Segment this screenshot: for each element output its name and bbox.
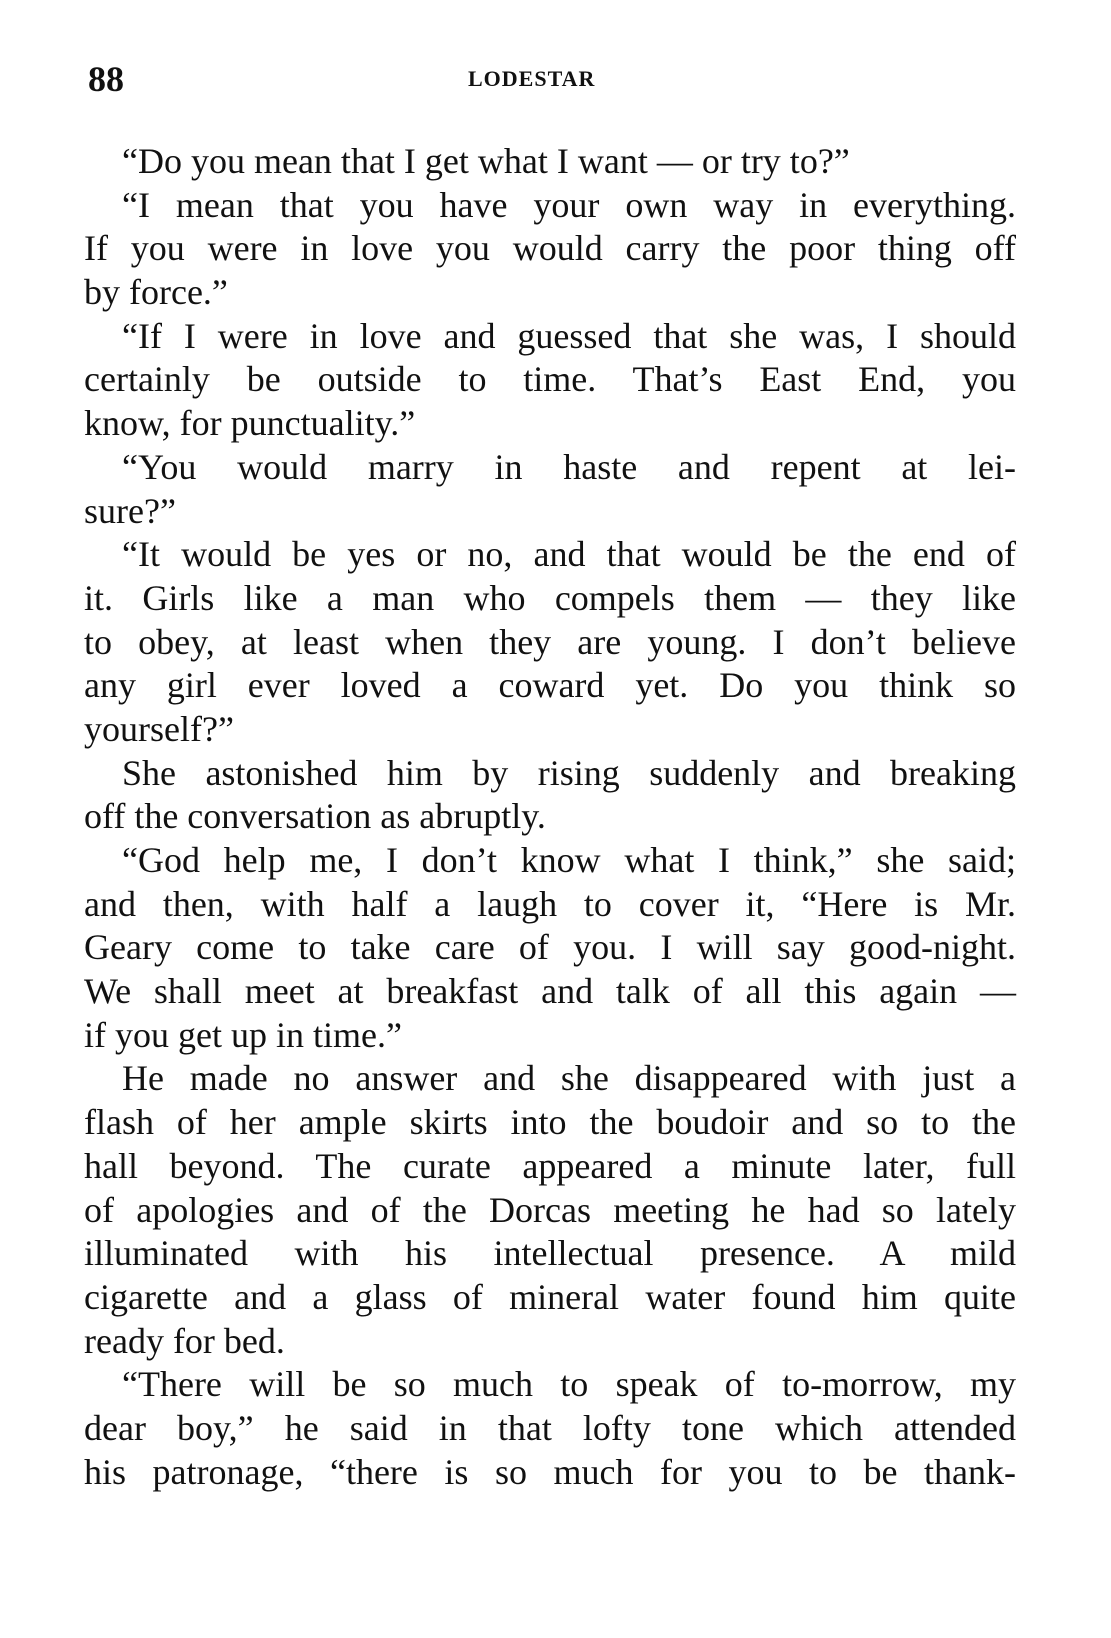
text-line: “God help me, I don’t know what I think,” she said; <box>122 840 1016 880</box>
text-line: ready for bed. <box>84 1320 285 1361</box>
text-line: sure?” <box>84 490 176 531</box>
text-line: off the conversation as abruptly. <box>84 796 546 837</box>
text-line: know, for punctuality.” <box>84 403 416 444</box>
text-line: cigarette and a glass of mineral water found him quite <box>84 1276 1016 1317</box>
text-line: if you get up in time.” <box>84 1014 402 1055</box>
text-line: it. Girls like a man who compels them — they like <box>84 577 1016 618</box>
page-header <box>88 58 1038 108</box>
text-line: He made no answer and she disappeared with just a <box>122 1058 1016 1099</box>
text-line: We shall meet at breakfast and talk of all this again — <box>84 971 1016 1012</box>
text-line: “There will be so much to speak of to-morrow, my <box>122 1364 1016 1405</box>
text-line: “Do you mean that I get what I want — or try to?” <box>122 141 850 181</box>
text-line: dear boy,” he said in that lofty tone which attended <box>84 1407 1016 1448</box>
text-line: to obey, at least when they are young. I don’t believe <box>84 621 1016 662</box>
text-line: of apologies and of the Dorcas meeting he had so lately <box>84 1189 1016 1230</box>
text-line: his patronage, “there is so much for you to be thank- <box>84 1451 1016 1492</box>
running-head: LODESTAR <box>468 66 596 91</box>
text-line: Geary come to take care of you. I will say good-night. <box>84 927 1016 968</box>
text-line: any girl ever loved a coward yet. Do you think so <box>84 665 1016 706</box>
page-number: 88 <box>88 59 124 99</box>
text-line: yourself?” <box>84 708 234 749</box>
text-line: She astonished him by rising suddenly and breaking <box>122 752 1016 793</box>
text-line: illuminated with his intellectual presence. A mild <box>84 1233 1016 1274</box>
text-line: If you were in love you would carry the poor thing off <box>84 228 1016 269</box>
text-line: hall beyond. The curate appeared a minute later, full <box>84 1145 1016 1186</box>
text-line: certainly be outside to time. That’s East End, you <box>84 359 1016 400</box>
text-line: “You would marry in haste and repent at lei- <box>122 446 1016 487</box>
text-line: “It would be yes or no, and that would be the end of <box>122 534 1016 575</box>
text-line: and then, with half a laugh to cover it, “Here is Mr. <box>84 883 1016 924</box>
text-line: “If I were in love and guessed that she was, I should <box>122 315 1016 356</box>
body-text <box>84 140 1016 1494</box>
text-line: by force.” <box>84 272 228 313</box>
text-line: flash of her ample skirts into the boudoir and so to the <box>84 1102 1016 1143</box>
text-line: “I mean that you have your own way in everything. <box>122 184 1016 225</box>
